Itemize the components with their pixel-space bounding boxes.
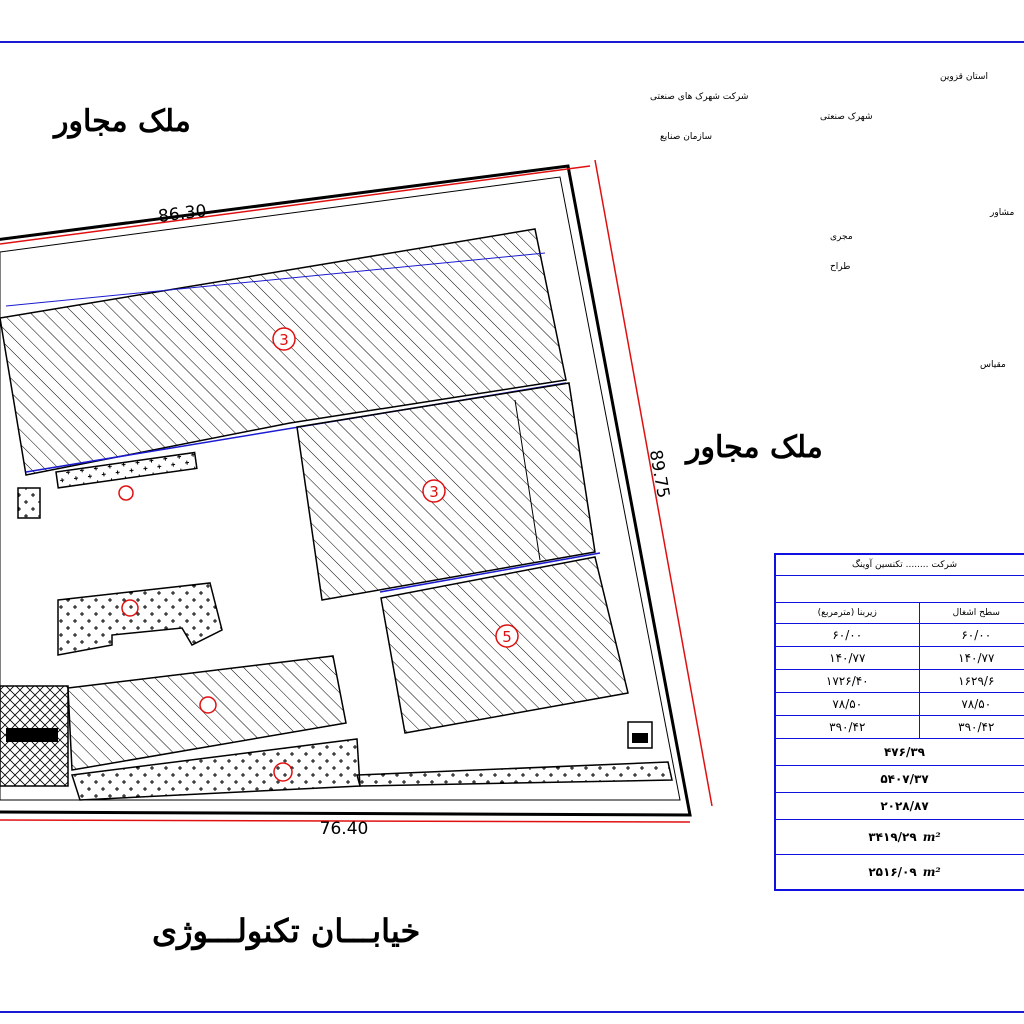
- cell-a-2: ۱۴۰/۷۷: [775, 647, 919, 670]
- summary-1: ۴۷۶/۳۹: [775, 739, 1024, 766]
- summary-2: ۵۴۰۷/۳۷: [775, 766, 1024, 793]
- building-3-number: 5: [502, 628, 512, 646]
- building-2-number: 3: [429, 483, 439, 501]
- area-value-2: ۲۵۱۶/۰۹: [868, 865, 917, 879]
- cell-a-1: ۶۰/۰۰: [775, 624, 919, 647]
- area-row-1: [775, 820, 1024, 855]
- street-label: خیابـــان تکنولـــوژی: [152, 912, 421, 950]
- col-a-header: زیربنا (مترمربع): [775, 603, 919, 624]
- area-value-1: ۳۴۱۹/۲۹: [868, 830, 917, 844]
- cell-a-3: ۱۷۲۶/۴۰: [775, 670, 919, 693]
- dimension-right: 89.75: [644, 448, 673, 500]
- col-b-header: سطح اشغال: [919, 603, 1024, 624]
- green-area-left: [58, 583, 222, 655]
- dimension-top: 86.30: [157, 201, 208, 227]
- cell-b-5: ۳۹۰/۴۲: [919, 716, 1024, 739]
- neighbor-label-top: ملک مجاور: [54, 104, 191, 139]
- note-line-6: مجری: [830, 232, 853, 242]
- summary-row: [775, 739, 1024, 766]
- table-header-row: [775, 603, 1024, 624]
- building-1-number: 3: [279, 331, 289, 349]
- summary-3: ۲۰۲۸/۸۷: [775, 793, 1024, 820]
- note-line-2: شرکت شهرک های صنعتی: [650, 92, 749, 102]
- table-blank-row: [775, 576, 1024, 603]
- table-title: شرکت ........ تکنسین آوینگ: [775, 554, 1024, 576]
- summary-row: [775, 793, 1024, 820]
- cell-a-4: ۷۸/۵۰: [775, 693, 919, 716]
- note-line-7: طراح: [830, 262, 851, 272]
- neighbor-label-right: ملک مجاور: [686, 430, 823, 465]
- table-row: [775, 716, 1024, 739]
- dimension-bottom: 76.40: [319, 819, 369, 839]
- table-title-row: [775, 554, 1024, 576]
- gate-symbol: [6, 728, 58, 742]
- guard-post: [18, 488, 40, 518]
- cell-b-2: ۱۴۰/۷۷: [919, 647, 1024, 670]
- table-row: [775, 693, 1024, 716]
- area-row-2: [775, 855, 1024, 891]
- table-row: [775, 670, 1024, 693]
- table-row: [775, 647, 1024, 670]
- green-marker-1: [119, 486, 133, 500]
- cell-b-1: ۶۰/۰۰: [919, 624, 1024, 647]
- dim-line-top: [0, 166, 590, 244]
- note-line-1: استان قزوین: [940, 72, 988, 82]
- cell-a-5: ۳۹۰/۴۲: [775, 716, 919, 739]
- table-row: [775, 624, 1024, 647]
- area-unit-1: m²: [922, 830, 941, 844]
- note-line-3: شهرک صنعتی: [820, 112, 873, 122]
- cell-b-4: ۷۸/۵۰: [919, 693, 1024, 716]
- summary-row: [775, 766, 1024, 793]
- area-unit-2: m²: [922, 865, 941, 879]
- green-strip-right: [357, 762, 672, 786]
- utility-box-fill: [632, 733, 648, 743]
- cell-b-3: ۱۶۲۹/۶: [919, 670, 1024, 693]
- building-4-marker: [200, 697, 216, 713]
- area-table: [774, 553, 1024, 891]
- note-line-5: مشاور: [990, 208, 1015, 218]
- note-line-4: سازمان صنایع: [660, 132, 713, 142]
- note-line-8: مقیاس: [980, 360, 1006, 370]
